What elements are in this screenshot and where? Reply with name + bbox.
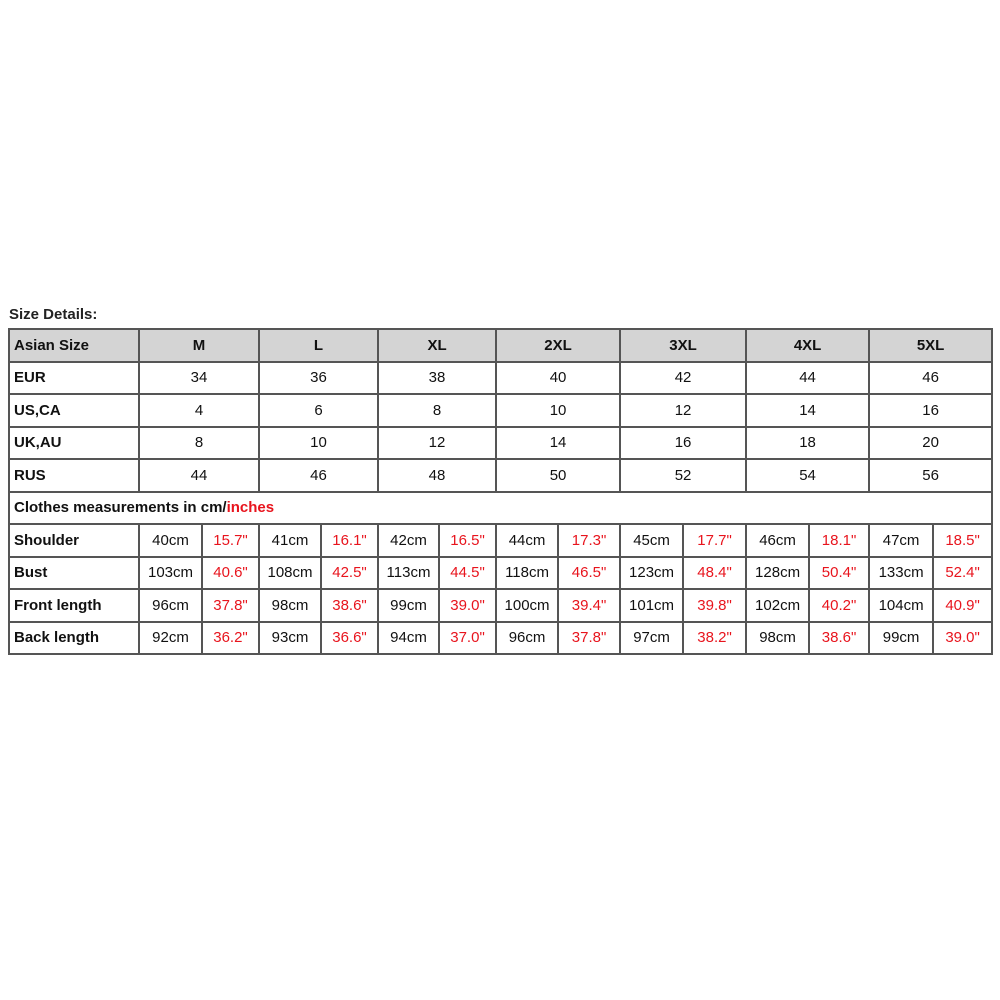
size-chart-table <box>8 328 993 655</box>
size-header: 2XL <box>496 329 620 362</box>
cm-value: 92cm <box>139 622 202 655</box>
cm-value: 94cm <box>378 622 439 655</box>
row-label: Front length <box>9 589 139 622</box>
inch-value: 39.4" <box>558 589 620 622</box>
size-header: M <box>139 329 259 362</box>
section-label-text: Clothes measurements in cm/ <box>14 499 227 517</box>
cm-value: 108cm <box>259 557 321 590</box>
cm-value: 98cm <box>746 622 809 655</box>
cm-value: 104cm <box>869 589 933 622</box>
inch-value: 18.5" <box>933 524 992 557</box>
row-label: UK,AU <box>9 427 139 460</box>
inch-value: 39.0" <box>933 622 992 655</box>
conversion-row <box>9 459 992 492</box>
measurement-row <box>9 622 992 655</box>
cm-value: 98cm <box>259 589 321 622</box>
inch-value: 48.4" <box>683 557 746 590</box>
size-value: 56 <box>869 459 992 492</box>
size-value: 14 <box>746 394 869 427</box>
inch-value: 16.5" <box>439 524 496 557</box>
conversion-row <box>9 394 992 427</box>
size-value: 16 <box>869 394 992 427</box>
inch-value: 50.4" <box>809 557 869 590</box>
size-value: 42 <box>620 362 746 395</box>
cm-value: 123cm <box>620 557 683 590</box>
cm-value: 101cm <box>620 589 683 622</box>
size-value: 38 <box>378 362 496 395</box>
size-value: 20 <box>869 427 992 460</box>
cm-value: 46cm <box>746 524 809 557</box>
inch-value: 38.6" <box>321 589 378 622</box>
inch-value: 16.1" <box>321 524 378 557</box>
inch-value: 40.6" <box>202 557 259 590</box>
cm-value: 41cm <box>259 524 321 557</box>
size-header: 5XL <box>869 329 992 362</box>
size-value: 44 <box>139 459 259 492</box>
row-label: US,CA <box>9 394 139 427</box>
inch-value: 38.2" <box>683 622 746 655</box>
size-value: 14 <box>496 427 620 460</box>
size-value: 12 <box>620 394 746 427</box>
size-value: 34 <box>139 362 259 395</box>
size-value: 54 <box>746 459 869 492</box>
size-value: 6 <box>259 394 378 427</box>
cm-value: 133cm <box>869 557 933 590</box>
size-value: 4 <box>139 394 259 427</box>
page-title: Size Details: <box>9 306 98 323</box>
inch-value: 18.1" <box>809 524 869 557</box>
section-label <box>9 492 992 525</box>
size-value: 48 <box>378 459 496 492</box>
inch-value: 17.3" <box>558 524 620 557</box>
header-label: Asian Size <box>9 329 139 362</box>
cm-value: 99cm <box>869 622 933 655</box>
size-value: 40 <box>496 362 620 395</box>
section-label-inches: inches <box>226 499 275 517</box>
cm-value: 97cm <box>620 622 683 655</box>
cm-value: 100cm <box>496 589 558 622</box>
cm-value: 96cm <box>139 589 202 622</box>
cm-value: 102cm <box>746 589 809 622</box>
cm-value: 118cm <box>496 557 558 590</box>
inch-value: 40.9" <box>933 589 992 622</box>
inch-value: 52.4" <box>933 557 992 590</box>
inch-value: 39.8" <box>683 589 746 622</box>
size-header: L <box>259 329 378 362</box>
inch-value: 38.6" <box>809 622 869 655</box>
size-value: 12 <box>378 427 496 460</box>
size-value: 8 <box>139 427 259 460</box>
size-value: 18 <box>746 427 869 460</box>
inch-value: 46.5" <box>558 557 620 590</box>
section-row <box>9 492 992 525</box>
cm-value: 45cm <box>620 524 683 557</box>
size-value: 52 <box>620 459 746 492</box>
cm-value: 47cm <box>869 524 933 557</box>
inch-value: 15.7" <box>202 524 259 557</box>
measurement-row <box>9 524 992 557</box>
cm-value: 93cm <box>259 622 321 655</box>
size-value: 10 <box>496 394 620 427</box>
inch-value: 37.8" <box>202 589 259 622</box>
size-value: 36 <box>259 362 378 395</box>
cm-value: 113cm <box>378 557 439 590</box>
cm-value: 42cm <box>378 524 439 557</box>
size-value: 16 <box>620 427 746 460</box>
size-value: 46 <box>869 362 992 395</box>
row-label: Bust <box>9 557 139 590</box>
cm-value: 128cm <box>746 557 809 590</box>
measurement-row <box>9 557 992 590</box>
inch-value: 36.6" <box>321 622 378 655</box>
inch-value: 42.5" <box>321 557 378 590</box>
size-value: 10 <box>259 427 378 460</box>
inch-value: 39.0" <box>439 589 496 622</box>
row-label: Back length <box>9 622 139 655</box>
conversion-row <box>9 427 992 460</box>
inch-value: 44.5" <box>439 557 496 590</box>
size-value: 46 <box>259 459 378 492</box>
inch-value: 17.7" <box>683 524 746 557</box>
size-value: 8 <box>378 394 496 427</box>
cm-value: 103cm <box>139 557 202 590</box>
measurement-row <box>9 589 992 622</box>
cm-value: 96cm <box>496 622 558 655</box>
row-label: RUS <box>9 459 139 492</box>
inch-value: 40.2" <box>809 589 869 622</box>
cm-value: 44cm <box>496 524 558 557</box>
size-value: 44 <box>746 362 869 395</box>
size-value: 50 <box>496 459 620 492</box>
conversion-row <box>9 362 992 395</box>
header-row <box>9 329 992 362</box>
size-header: 4XL <box>746 329 869 362</box>
size-header: 3XL <box>620 329 746 362</box>
inch-value: 37.0" <box>439 622 496 655</box>
inch-value: 36.2" <box>202 622 259 655</box>
cm-value: 99cm <box>378 589 439 622</box>
row-label: EUR <box>9 362 139 395</box>
inch-value: 37.8" <box>558 622 620 655</box>
row-label: Shoulder <box>9 524 139 557</box>
size-header: XL <box>378 329 496 362</box>
cm-value: 40cm <box>139 524 202 557</box>
